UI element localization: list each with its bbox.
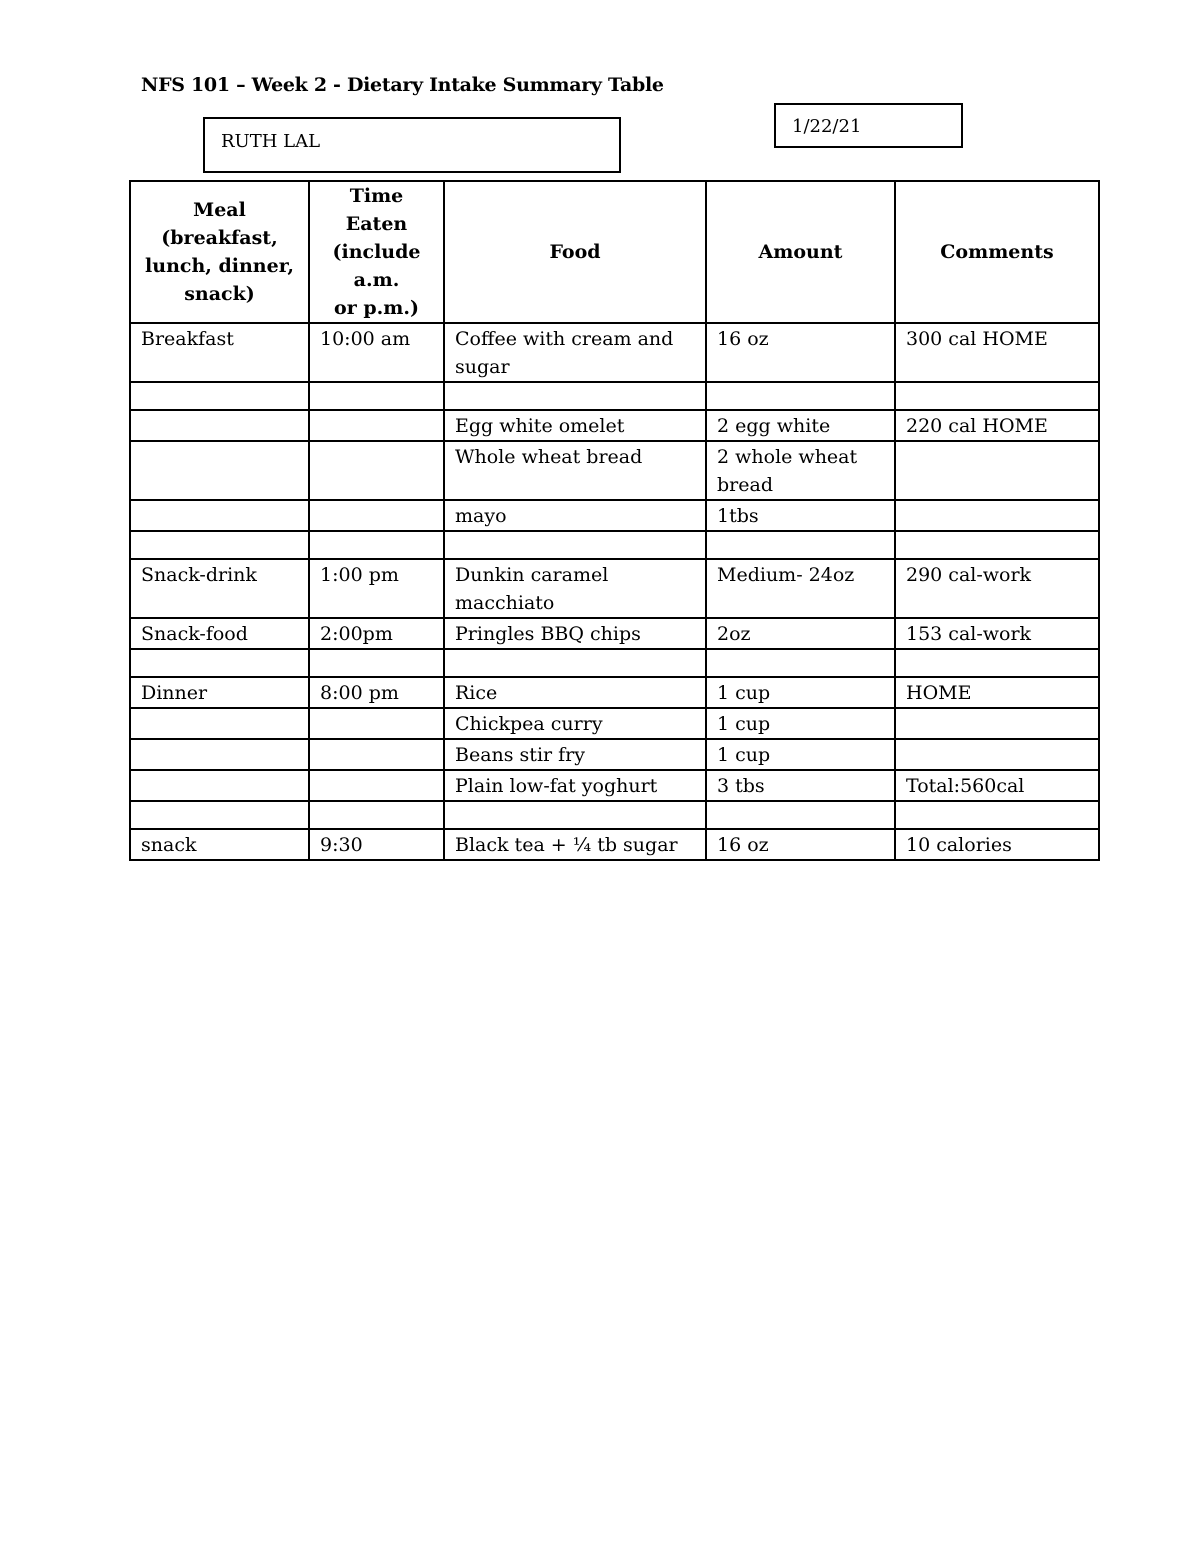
header-meal-line: Meal xyxy=(193,199,246,221)
header-meal-line: snack) xyxy=(184,283,255,305)
cell-food: Egg white omelet xyxy=(444,410,706,441)
table-row xyxy=(130,323,1099,382)
cell-meal: Dinner xyxy=(130,677,309,708)
cell-time xyxy=(309,739,444,770)
cell-meal xyxy=(130,382,309,410)
cell-food: Pringles BBQ chips xyxy=(444,618,706,649)
table-row xyxy=(130,559,1099,618)
header-food: Food xyxy=(444,181,706,323)
cell-comments xyxy=(895,649,1099,677)
cell-amount xyxy=(706,382,895,410)
cell-comments xyxy=(895,801,1099,829)
cell-amount: Medium- 24oz xyxy=(706,559,895,618)
cell-comments: 220 cal HOME xyxy=(895,410,1099,441)
table-header-row xyxy=(130,181,1099,323)
cell-time xyxy=(309,531,444,559)
cell-time xyxy=(309,441,444,500)
cell-meal xyxy=(130,739,309,770)
cell-meal: Snack-drink xyxy=(130,559,309,618)
cell-amount xyxy=(706,531,895,559)
table-row xyxy=(130,410,1099,441)
cell-comments: HOME xyxy=(895,677,1099,708)
header-time-line: Time xyxy=(349,185,404,207)
cell-meal xyxy=(130,770,309,801)
cell-amount: 1 cup xyxy=(706,708,895,739)
table-row xyxy=(130,531,1099,559)
header-amount: Amount xyxy=(706,181,895,323)
header-time-line: or p.m.) xyxy=(334,297,419,319)
dietary-intake-table xyxy=(129,180,1100,861)
cell-time xyxy=(309,382,444,410)
cell-time: 2:00pm xyxy=(309,618,444,649)
cell-meal: Snack-food xyxy=(130,618,309,649)
cell-comments: 300 cal HOME xyxy=(895,323,1099,382)
cell-food: Black tea + ¼ tb sugar xyxy=(444,829,706,860)
table-row xyxy=(130,770,1099,801)
table-row xyxy=(130,739,1099,770)
cell-comments xyxy=(895,441,1099,500)
cell-comments: 10 calories xyxy=(895,829,1099,860)
cell-meal xyxy=(130,649,309,677)
cell-time xyxy=(309,708,444,739)
cell-food: Chickpea curry xyxy=(444,708,706,739)
cell-comments xyxy=(895,500,1099,531)
cell-meal xyxy=(130,441,309,500)
header-time-line: Eaten xyxy=(345,213,408,235)
table-row xyxy=(130,649,1099,677)
cell-meal xyxy=(130,708,309,739)
cell-food xyxy=(444,649,706,677)
cell-amount: 16 oz xyxy=(706,829,895,860)
table-row xyxy=(130,829,1099,860)
cell-time xyxy=(309,801,444,829)
cell-time xyxy=(309,649,444,677)
document-title: NFS 101 – Week 2 - Dietary Intake Summary Table xyxy=(141,74,664,96)
cell-time xyxy=(309,770,444,801)
table-row xyxy=(130,677,1099,708)
cell-time: 9:30 xyxy=(309,829,444,860)
cell-food xyxy=(444,382,706,410)
header-meal xyxy=(130,181,309,323)
cell-food xyxy=(444,531,706,559)
cell-meal xyxy=(130,410,309,441)
cell-meal: Breakfast xyxy=(130,323,309,382)
cell-food: Coffee with cream and sugar xyxy=(444,323,706,382)
cell-time: 8:00 pm xyxy=(309,677,444,708)
header-time-line: (include xyxy=(332,241,421,263)
cell-amount: 16 oz xyxy=(706,323,895,382)
student-name-field: RUTH LAL xyxy=(203,117,621,173)
header-meal-line: lunch, dinner, xyxy=(145,255,294,277)
cell-amount: 1 cup xyxy=(706,677,895,708)
cell-food: Plain low-fat yoghurt xyxy=(444,770,706,801)
cell-meal xyxy=(130,801,309,829)
cell-food xyxy=(444,801,706,829)
table-row xyxy=(130,500,1099,531)
cell-amount: 2 whole wheat bread xyxy=(706,441,895,500)
table-row xyxy=(130,801,1099,829)
cell-meal: snack xyxy=(130,829,309,860)
cell-comments xyxy=(895,739,1099,770)
cell-food: Whole wheat bread xyxy=(444,441,706,500)
table-row xyxy=(130,441,1099,500)
cell-amount xyxy=(706,801,895,829)
header-comments: Comments xyxy=(895,181,1099,323)
cell-amount: 2oz xyxy=(706,618,895,649)
date-field: 1/22/21 xyxy=(774,103,963,148)
header-time-line: a.m. xyxy=(353,269,400,291)
table-row xyxy=(130,382,1099,410)
header-time xyxy=(309,181,444,323)
cell-time xyxy=(309,410,444,441)
cell-meal xyxy=(130,500,309,531)
header-meal-line: (breakfast, xyxy=(161,227,278,249)
cell-comments: 290 cal-work xyxy=(895,559,1099,618)
cell-comments: 153 cal-work xyxy=(895,618,1099,649)
cell-comments: Total:560cal xyxy=(895,770,1099,801)
cell-time: 10:00 am xyxy=(309,323,444,382)
cell-amount: 3 tbs xyxy=(706,770,895,801)
cell-comments xyxy=(895,708,1099,739)
cell-meal xyxy=(130,531,309,559)
cell-amount: 2 egg white xyxy=(706,410,895,441)
cell-time xyxy=(309,500,444,531)
cell-comments xyxy=(895,531,1099,559)
cell-comments xyxy=(895,382,1099,410)
cell-food: mayo xyxy=(444,500,706,531)
table-row xyxy=(130,618,1099,649)
cell-food: Rice xyxy=(444,677,706,708)
table-row xyxy=(130,708,1099,739)
cell-amount xyxy=(706,649,895,677)
cell-food: Dunkin caramel macchiato xyxy=(444,559,706,618)
cell-time: 1:00 pm xyxy=(309,559,444,618)
cell-amount: 1 cup xyxy=(706,739,895,770)
cell-amount: 1tbs xyxy=(706,500,895,531)
cell-food: Beans stir fry xyxy=(444,739,706,770)
